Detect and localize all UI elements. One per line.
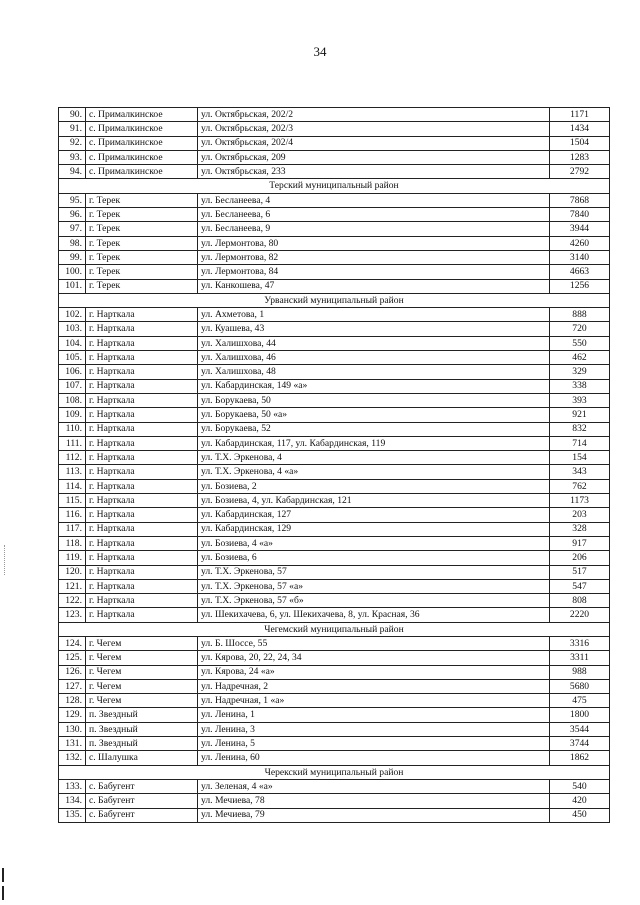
row-number: 98. xyxy=(59,236,86,250)
settlement-cell: г. Нарткала xyxy=(86,393,198,407)
table-row xyxy=(59,579,610,593)
district-name: Терский муниципальный район xyxy=(59,179,610,193)
value-cell: 1434 xyxy=(550,122,610,136)
district-name: Урванский муниципальный район xyxy=(59,293,610,307)
settlement-cell: с. Бабугент xyxy=(86,794,198,808)
row-number: 127. xyxy=(59,679,86,693)
table-row xyxy=(59,494,610,508)
address-cell: ул. Мечиева, 79 xyxy=(198,808,550,822)
value-cell: 1171 xyxy=(550,108,610,122)
settlement-cell: с. Прималкинское xyxy=(86,108,198,122)
address-cell: ул. Бозиева, 4, ул. Кабардинская, 121 xyxy=(198,494,550,508)
row-number: 90. xyxy=(59,108,86,122)
scan-artifact xyxy=(4,545,6,575)
table-row xyxy=(59,122,610,136)
address-cell: ул. Октябрьская, 209 xyxy=(198,150,550,164)
row-number: 115. xyxy=(59,494,86,508)
address-cell: ул. Мечиева, 78 xyxy=(198,794,550,808)
address-cell: ул. Октябрьская, 202/3 xyxy=(198,122,550,136)
district-header-row xyxy=(59,622,610,636)
row-number: 125. xyxy=(59,651,86,665)
table-row xyxy=(59,508,610,522)
value-cell: 921 xyxy=(550,408,610,422)
district-header-row xyxy=(59,765,610,779)
row-number: 100. xyxy=(59,265,86,279)
district-header-row xyxy=(59,293,610,307)
row-number: 114. xyxy=(59,479,86,493)
table-row xyxy=(59,393,610,407)
row-number: 99. xyxy=(59,250,86,264)
district-header-row xyxy=(59,179,610,193)
settlement-cell: с. Прималкинское xyxy=(86,150,198,164)
settlement-cell: г. Нарткала xyxy=(86,379,198,393)
table-row xyxy=(59,722,610,736)
value-cell: 4260 xyxy=(550,236,610,250)
row-number: 94. xyxy=(59,165,86,179)
settlement-cell: г. Чегем xyxy=(86,665,198,679)
row-number: 126. xyxy=(59,665,86,679)
table-row xyxy=(59,451,610,465)
table-row xyxy=(59,222,610,236)
value-cell: 7840 xyxy=(550,208,610,222)
address-cell: ул. Лермонтова, 80 xyxy=(198,236,550,250)
row-number: 121. xyxy=(59,579,86,593)
value-cell: 517 xyxy=(550,565,610,579)
row-number: 134. xyxy=(59,794,86,808)
row-number: 116. xyxy=(59,508,86,522)
settlement-cell: с. Бабугент xyxy=(86,808,198,822)
value-cell: 206 xyxy=(550,551,610,565)
value-cell: 329 xyxy=(550,365,610,379)
address-cell: ул. Куашева, 43 xyxy=(198,322,550,336)
settlement-cell: г. Нарткала xyxy=(86,365,198,379)
table-row xyxy=(59,794,610,808)
address-cell: ул. Кабардинская, 149 «а» xyxy=(198,379,550,393)
value-cell: 7868 xyxy=(550,193,610,207)
settlement-cell: г. Нарткала xyxy=(86,436,198,450)
address-cell: ул. Т.Х. Эркенова, 57 xyxy=(198,565,550,579)
address-cell: ул. Зеленая, 4 «а» xyxy=(198,779,550,793)
row-number: 132. xyxy=(59,751,86,765)
value-cell: 343 xyxy=(550,465,610,479)
district-name: Чегемский муниципальный район xyxy=(59,622,610,636)
value-cell: 1504 xyxy=(550,136,610,150)
value-cell: 5680 xyxy=(550,679,610,693)
table-row xyxy=(59,808,610,822)
address-cell: ул. Кабардинская, 117, ул. Кабардинская, 119 xyxy=(198,436,550,450)
table-row xyxy=(59,551,610,565)
table-row xyxy=(59,694,610,708)
settlement-cell: г. Терек xyxy=(86,208,198,222)
address-cell: ул. Бозиева, 6 xyxy=(198,551,550,565)
table-row xyxy=(59,322,610,336)
table-row xyxy=(59,465,610,479)
value-cell: 3544 xyxy=(550,722,610,736)
table-row xyxy=(59,651,610,665)
table-row xyxy=(59,336,610,350)
value-cell: 3140 xyxy=(550,250,610,264)
scan-edge-mark xyxy=(2,868,4,882)
value-cell: 4663 xyxy=(550,265,610,279)
value-cell: 832 xyxy=(550,422,610,436)
address-cell: ул. Канкошева, 47 xyxy=(198,279,550,293)
table-row xyxy=(59,636,610,650)
address-cell: ул. Ленина, 5 xyxy=(198,737,550,751)
table-row xyxy=(59,265,610,279)
address-cell: ул. Бесланеева, 6 xyxy=(198,208,550,222)
row-number: 109. xyxy=(59,408,86,422)
scan-edge-mark xyxy=(2,886,4,900)
table-row xyxy=(59,608,610,622)
table-row xyxy=(59,708,610,722)
address-cell: ул. Октябрьская, 202/2 xyxy=(198,108,550,122)
table-row xyxy=(59,536,610,550)
table-row xyxy=(59,751,610,765)
settlement-cell: с. Прималкинское xyxy=(86,122,198,136)
value-cell: 1800 xyxy=(550,708,610,722)
settlement-cell: с. Прималкинское xyxy=(86,165,198,179)
table-row xyxy=(59,308,610,322)
settlement-cell: г. Нарткала xyxy=(86,336,198,350)
value-cell: 450 xyxy=(550,808,610,822)
settlement-cell: г. Нарткала xyxy=(86,494,198,508)
settlement-cell: г. Нарткала xyxy=(86,322,198,336)
table-row xyxy=(59,679,610,693)
value-cell: 3316 xyxy=(550,636,610,650)
row-number: 95. xyxy=(59,193,86,207)
table-row xyxy=(59,665,610,679)
row-number: 129. xyxy=(59,708,86,722)
table-body xyxy=(59,108,610,823)
settlement-cell: г. Нарткала xyxy=(86,536,198,550)
address-cell: ул. Надречная, 2 xyxy=(198,679,550,693)
row-number: 113. xyxy=(59,465,86,479)
value-cell: 203 xyxy=(550,508,610,522)
address-cell: ул. Борукаева, 50 xyxy=(198,393,550,407)
address-table xyxy=(58,107,610,823)
address-cell: ул. Кабардинская, 127 xyxy=(198,508,550,522)
address-cell: ул. Халишхова, 44 xyxy=(198,336,550,350)
value-cell: 808 xyxy=(550,594,610,608)
value-cell: 338 xyxy=(550,379,610,393)
district-name: Черекский муниципальный район xyxy=(59,765,610,779)
table-row xyxy=(59,436,610,450)
row-number: 135. xyxy=(59,808,86,822)
settlement-cell: г. Нарткала xyxy=(86,551,198,565)
value-cell: 328 xyxy=(550,522,610,536)
row-number: 124. xyxy=(59,636,86,650)
value-cell: 1256 xyxy=(550,279,610,293)
value-cell: 720 xyxy=(550,322,610,336)
settlement-cell: г. Чегем xyxy=(86,636,198,650)
address-cell: ул. Т.Х. Эркенова, 57 «а» xyxy=(198,579,550,593)
row-number: 110. xyxy=(59,422,86,436)
settlement-cell: г. Нарткала xyxy=(86,308,198,322)
row-number: 119. xyxy=(59,551,86,565)
row-number: 120. xyxy=(59,565,86,579)
settlement-cell: г. Нарткала xyxy=(86,422,198,436)
table-row xyxy=(59,737,610,751)
row-number: 131. xyxy=(59,737,86,751)
row-number: 96. xyxy=(59,208,86,222)
address-cell: ул. Шекихачева, 6, ул. Шекихачева, 8, ул. Красная, 36 xyxy=(198,608,550,622)
settlement-cell: г. Терек xyxy=(86,222,198,236)
value-cell: 888 xyxy=(550,308,610,322)
settlement-cell: с. Шалушка xyxy=(86,751,198,765)
address-cell: ул. Надречная, 1 «а» xyxy=(198,694,550,708)
settlement-cell: г. Нарткала xyxy=(86,579,198,593)
value-cell: 393 xyxy=(550,393,610,407)
table-row xyxy=(59,379,610,393)
row-number: 130. xyxy=(59,722,86,736)
row-number: 118. xyxy=(59,536,86,550)
table-row xyxy=(59,193,610,207)
settlement-cell: г. Чегем xyxy=(86,679,198,693)
settlement-cell: г. Нарткала xyxy=(86,479,198,493)
table-row xyxy=(59,479,610,493)
value-cell: 154 xyxy=(550,451,610,465)
address-cell: ул. Б. Шоссе, 55 xyxy=(198,636,550,650)
table-row xyxy=(59,351,610,365)
settlement-cell: г. Терек xyxy=(86,193,198,207)
table-row xyxy=(59,136,610,150)
value-cell: 1173 xyxy=(550,494,610,508)
table-row xyxy=(59,565,610,579)
settlement-cell: г. Чегем xyxy=(86,694,198,708)
address-cell: ул. Бозиева, 4 «а» xyxy=(198,536,550,550)
table-row xyxy=(59,236,610,250)
row-number: 97. xyxy=(59,222,86,236)
address-cell: ул. Ленина, 60 xyxy=(198,751,550,765)
table-row xyxy=(59,150,610,164)
settlement-cell: г. Нарткала xyxy=(86,565,198,579)
settlement-cell: п. Звездный xyxy=(86,737,198,751)
value-cell: 2792 xyxy=(550,165,610,179)
address-cell: ул. Ленина, 1 xyxy=(198,708,550,722)
address-cell: ул. Кабардинская, 129 xyxy=(198,522,550,536)
table-row xyxy=(59,365,610,379)
table-row xyxy=(59,422,610,436)
address-cell: ул. Халишхова, 46 xyxy=(198,351,550,365)
settlement-cell: г. Терек xyxy=(86,265,198,279)
address-cell: ул. Т.Х. Эркенова, 4 xyxy=(198,451,550,465)
value-cell: 1862 xyxy=(550,751,610,765)
value-cell: 547 xyxy=(550,579,610,593)
settlement-cell: г. Нарткала xyxy=(86,408,198,422)
table-row xyxy=(59,250,610,264)
row-number: 123. xyxy=(59,608,86,622)
settlement-cell: с. Бабугент xyxy=(86,779,198,793)
address-cell: ул. Т.Х. Эркенова, 57 «б» xyxy=(198,594,550,608)
settlement-cell: г. Нарткала xyxy=(86,594,198,608)
address-cell: ул. Октябрьская, 233 xyxy=(198,165,550,179)
row-number: 103. xyxy=(59,322,86,336)
settlement-cell: г. Чегем xyxy=(86,651,198,665)
row-number: 117. xyxy=(59,522,86,536)
table-row xyxy=(59,165,610,179)
row-number: 105. xyxy=(59,351,86,365)
settlement-cell: г. Нарткала xyxy=(86,451,198,465)
value-cell: 475 xyxy=(550,694,610,708)
settlement-cell: г. Терек xyxy=(86,236,198,250)
settlement-cell: г. Терек xyxy=(86,250,198,264)
value-cell: 3311 xyxy=(550,651,610,665)
row-number: 128. xyxy=(59,694,86,708)
address-cell: ул. Борукаева, 52 xyxy=(198,422,550,436)
address-cell: ул. Халишхова, 48 xyxy=(198,365,550,379)
settlement-cell: г. Нарткала xyxy=(86,522,198,536)
value-cell: 714 xyxy=(550,436,610,450)
row-number: 107. xyxy=(59,379,86,393)
row-number: 108. xyxy=(59,393,86,407)
address-cell: ул. Лермонтова, 82 xyxy=(198,250,550,264)
settlement-cell: г. Нарткала xyxy=(86,351,198,365)
row-number: 101. xyxy=(59,279,86,293)
value-cell: 2220 xyxy=(550,608,610,622)
row-number: 102. xyxy=(59,308,86,322)
table-row xyxy=(59,594,610,608)
address-cell: ул. Октябрьская, 202/4 xyxy=(198,136,550,150)
row-number: 111. xyxy=(59,436,86,450)
value-cell: 420 xyxy=(550,794,610,808)
address-cell: ул. Бозиева, 2 xyxy=(198,479,550,493)
address-cell: ул. Бесланеева, 4 xyxy=(198,193,550,207)
settlement-cell: г. Нарткала xyxy=(86,465,198,479)
value-cell: 3944 xyxy=(550,222,610,236)
row-number: 91. xyxy=(59,122,86,136)
value-cell: 540 xyxy=(550,779,610,793)
address-cell: ул. Бесланеева, 9 xyxy=(198,222,550,236)
settlement-cell: п. Звездный xyxy=(86,708,198,722)
table-row xyxy=(59,279,610,293)
table-row xyxy=(59,408,610,422)
value-cell: 1283 xyxy=(550,150,610,164)
row-number: 133. xyxy=(59,779,86,793)
row-number: 106. xyxy=(59,365,86,379)
row-number: 122. xyxy=(59,594,86,608)
settlement-cell: г. Терек xyxy=(86,279,198,293)
row-number: 104. xyxy=(59,336,86,350)
address-cell: ул. Ахметова, 1 xyxy=(198,308,550,322)
settlement-cell: п. Звездный xyxy=(86,722,198,736)
value-cell: 3744 xyxy=(550,737,610,751)
value-cell: 762 xyxy=(550,479,610,493)
settlement-cell: г. Нарткала xyxy=(86,508,198,522)
address-cell: ул. Ленина, 3 xyxy=(198,722,550,736)
address-cell: ул. Кярова, 20, 22, 24, 34 xyxy=(198,651,550,665)
row-number: 92. xyxy=(59,136,86,150)
row-number: 93. xyxy=(59,150,86,164)
table-row xyxy=(59,108,610,122)
address-cell: ул. Лермонтова, 84 xyxy=(198,265,550,279)
page-number: 34 xyxy=(313,44,327,59)
table-row xyxy=(59,522,610,536)
value-cell: 462 xyxy=(550,351,610,365)
value-cell: 550 xyxy=(550,336,610,350)
settlement-cell: с. Прималкинское xyxy=(86,136,198,150)
address-cell: ул. Борукаева, 50 «а» xyxy=(198,408,550,422)
address-cell: ул. Кярова, 24 «а» xyxy=(198,665,550,679)
value-cell: 988 xyxy=(550,665,610,679)
table-row xyxy=(59,779,610,793)
row-number: 112. xyxy=(59,451,86,465)
value-cell: 917 xyxy=(550,536,610,550)
address-cell: ул. Т.Х. Эркенова, 4 «а» xyxy=(198,465,550,479)
settlement-cell: г. Нарткала xyxy=(86,608,198,622)
table-row xyxy=(59,208,610,222)
